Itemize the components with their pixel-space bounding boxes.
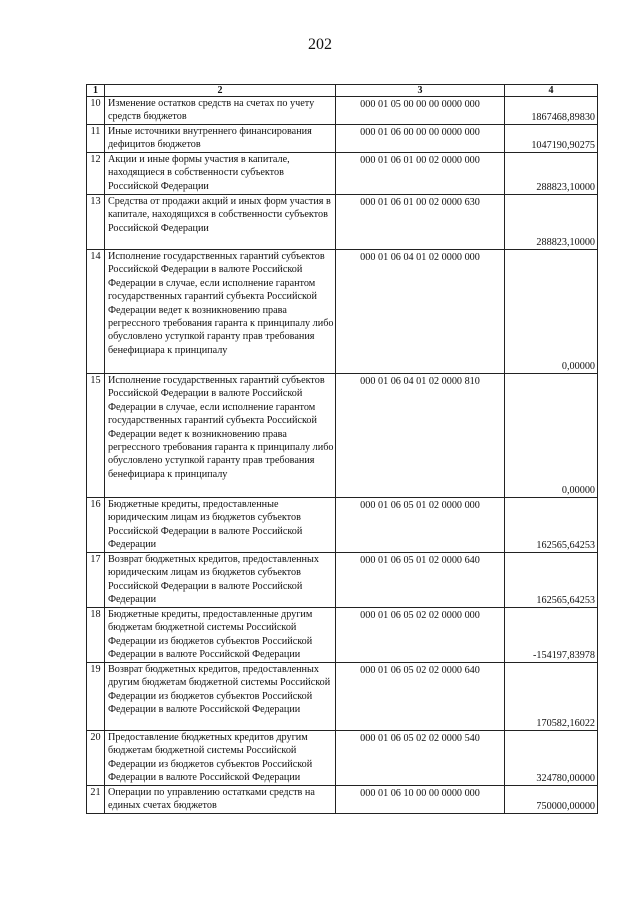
row-number: 14 bbox=[87, 250, 105, 374]
row-code: 000 01 06 05 02 02 0000 000 bbox=[336, 608, 505, 663]
row-number: 15 bbox=[87, 374, 105, 498]
row-value: 1047190,90275 bbox=[505, 125, 598, 153]
row-number: 10 bbox=[87, 97, 105, 125]
budget-sources-table bbox=[86, 84, 598, 814]
table-row bbox=[87, 553, 598, 608]
row-code: 000 01 06 04 01 02 0000 810 bbox=[336, 374, 505, 498]
table-row bbox=[87, 250, 598, 374]
row-code: 000 01 06 00 00 00 0000 000 bbox=[336, 125, 505, 153]
row-value: 1867468,89830 bbox=[505, 97, 598, 125]
row-code: 000 01 05 00 00 00 0000 000 bbox=[336, 97, 505, 125]
row-code: 000 01 06 05 02 02 0000 540 bbox=[336, 731, 505, 786]
header-col-4: 4 bbox=[505, 85, 598, 97]
row-description: Иные источники внутреннего финансирования дефицитов бюджетов bbox=[105, 125, 336, 153]
row-number: 16 bbox=[87, 498, 105, 553]
row-description: Предоставление бюджетных кредитов другим бюджетам бюджетной системы Российской Федерации из бюджетов субъектов Российской Федерации в валюте Российской Федерации bbox=[105, 731, 336, 786]
table-row bbox=[87, 97, 598, 125]
row-description: Акции и иные формы участия в капитале, находящиеся в собственности субъектов Российской Федерации bbox=[105, 153, 336, 195]
row-number: 21 bbox=[87, 786, 105, 814]
row-value: 324780,00000 bbox=[505, 731, 598, 786]
table-row bbox=[87, 125, 598, 153]
row-number: 17 bbox=[87, 553, 105, 608]
table-row bbox=[87, 195, 598, 250]
row-description: Возврат бюджетных кредитов, предоставленных другим бюджетам бюджетной системы Российской Федерации из бюджетов субъектов Российской Федерации в валюте Российской Федерации bbox=[105, 663, 336, 731]
row-number: 12 bbox=[87, 153, 105, 195]
row-code: 000 01 06 04 01 02 0000 000 bbox=[336, 250, 505, 374]
row-value: 162565,64253 bbox=[505, 498, 598, 553]
table-row bbox=[87, 663, 598, 731]
table-row bbox=[87, 153, 598, 195]
row-code: 000 01 06 01 00 02 0000 000 bbox=[336, 153, 505, 195]
row-description: Изменение остатков средств на счетах по учету средств бюджетов bbox=[105, 97, 336, 125]
table-row bbox=[87, 498, 598, 553]
row-value: 162565,64253 bbox=[505, 553, 598, 608]
row-value: 288823,10000 bbox=[505, 153, 598, 195]
row-number: 19 bbox=[87, 663, 105, 731]
row-code: 000 01 06 10 00 00 0000 000 bbox=[336, 786, 505, 814]
row-code: 000 01 06 05 01 02 0000 000 bbox=[336, 498, 505, 553]
row-description: Бюджетные кредиты, предоставленные юридическим лицам из бюджетов субъектов Российской Федерации в валюте Российской Федерации bbox=[105, 498, 336, 553]
row-description: Возврат бюджетных кредитов, предоставленных юридическим лицам из бюджетов субъектов Российской Федерации в валюте Российской Федерации bbox=[105, 553, 336, 608]
table-row bbox=[87, 374, 598, 498]
row-description: Операции по управлению остатками средств на единых счетах бюджетов bbox=[105, 786, 336, 814]
row-code: 000 01 06 01 00 02 0000 630 bbox=[336, 195, 505, 250]
row-number: 20 bbox=[87, 731, 105, 786]
header-row bbox=[87, 85, 598, 97]
row-description: Бюджетные кредиты, предоставленные другим бюджетам бюджетной системы Российской Федерации из бюджетов субъектов Российской Федерации в валюте Российской Федерации bbox=[105, 608, 336, 663]
table-row bbox=[87, 731, 598, 786]
row-value: -154197,83978 bbox=[505, 608, 598, 663]
page-number: 202 bbox=[308, 36, 332, 53]
row-value: 0,00000 bbox=[505, 374, 598, 498]
row-number: 11 bbox=[87, 125, 105, 153]
header-col-2: 2 bbox=[105, 85, 336, 97]
row-number: 13 bbox=[87, 195, 105, 250]
row-value: 288823,10000 bbox=[505, 195, 598, 250]
table-row bbox=[87, 786, 598, 814]
row-value: 0,00000 bbox=[505, 250, 598, 374]
row-description: Средства от продажи акций и иных форм участия в капитале, находящихся в собственности субъектов Российской Федерации bbox=[105, 195, 336, 250]
row-value: 750000,00000 bbox=[505, 786, 598, 814]
row-number: 18 bbox=[87, 608, 105, 663]
row-description: Исполнение государственных гарантий субъектов Российской Федерации в валюте Российской Федерации в случае, если исполнение гарантом государственных гарантий субъекта Российской Федерации ведет к возникновению права регрессного требования гаранта к принципалу либо обусловлено уступкой гаранту прав требования бенефициара к принципалу bbox=[105, 250, 336, 374]
header-col-3: 3 bbox=[336, 85, 505, 97]
row-code: 000 01 06 05 02 02 0000 640 bbox=[336, 663, 505, 731]
header-col-1: 1 bbox=[87, 85, 105, 97]
table-row bbox=[87, 608, 598, 663]
row-code: 000 01 06 05 01 02 0000 640 bbox=[336, 553, 505, 608]
row-value: 170582,16022 bbox=[505, 663, 598, 731]
row-description: Исполнение государственных гарантий субъектов Российской Федерации в валюте Российской Федерации в случае, если исполнение гарантом государственных гарантий субъекта Российской Федерации ведет к возникновению права регрессного требования гаранта к принципалу либо обусловлено уступкой гаранту прав требования бенефициара к принципалу bbox=[105, 374, 336, 498]
